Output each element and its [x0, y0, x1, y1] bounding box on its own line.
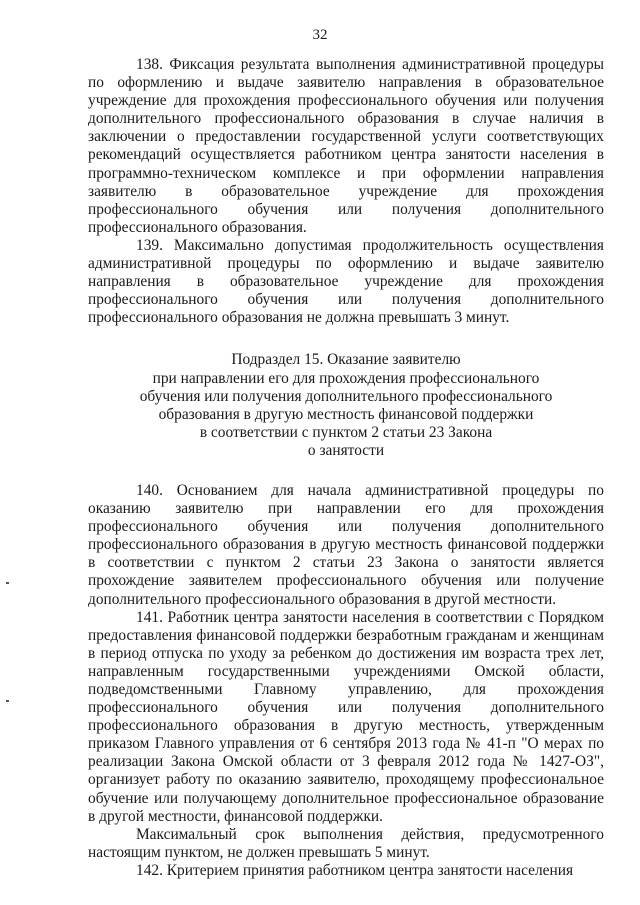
document-body	[88, 56, 604, 880]
heading-line: при направлении его для прохождения профессионального	[152, 369, 540, 387]
page-number: 32	[312, 27, 328, 43]
paragraph-142: 142. Критерием принятия работником центра занятости населения	[136, 861, 574, 879]
paragraph-141: 141. Работник центра занятости населения в соответствии с Порядком предоставления финансовой поддержки безработным гражданам и женщинам в период отпуска по уходу за ребенком до достижения им возраста трех лет, направленным государственными учреждениями Омской области, подведомственными Главному управлению, для прохождения профессионального обучения или получения дополнительного профессионального образования в другую местность, утвержденным приказом Главного управления от 6 сентября 2013 года № 41-п "О мерах по реализации Закона Омской области от 3 февраля 2012 года № 1427-ОЗ", организует работу по оказанию заявителю, проходящему профессиональное обучение или получающему дополнительное профессиональное образование в другой местности, финансовой поддержки.	[88, 608, 604, 825]
paragraph-max-term: Максимальный срок выполнения действия, предусмотренного настоящим пунктом, не должен превышать 5 минут.	[88, 825, 604, 861]
heading-line: обучения или получения дополнительного профессионального	[139, 387, 553, 405]
paragraph-138: 138. Фиксация результата выполнения административной процедуры по оформлению и выдаче заявителю направления в образовательное учреждение для прохождения профессионального обучения или получения дополнительного профессионального образования в случае наличия в заключении о предоставлении государственной услуги соответствующих рекомендаций осуществляется работником центра занятости населения в программно-техническом комплексе и при оформлении направления заявителю в образовательное учреждение для прохождения профессионального обучения или получения дополнительного профессионального образования.	[88, 56, 604, 236]
heading-line: Подраздел 15. Оказание заявителю	[231, 351, 461, 369]
margin-mark	[6, 582, 9, 584]
margin-mark	[6, 700, 9, 702]
paragraph-140: 140. Основанием для начала административной процедуры по оказанию заявителю при направлении его для прохождения профессионального обучения или получения дополнительного профессионального образования в другую местность финансовой поддержки в соответствии с пунктом 2 статьи 23 Закона о занятости является прохождение заявителем профессионального обучения или получение дополнительного профессионального образования в другой местности.	[88, 481, 604, 608]
subsection-heading	[88, 351, 604, 460]
heading-line: в соответствии с пунктом 2 статьи 23 Закона	[199, 423, 493, 441]
heading-line: о занятости	[307, 441, 385, 459]
heading-line: образования в другую местность финансовой поддержки	[158, 405, 534, 423]
paragraph-139: 139. Максимально допустимая продолжительность осуществления административной процедуры по оформлению и выдаче заявителю направления в образовательное учреждение для прохождения профессионального обучения или получения дополнительного профессионального образования не должна превышать 3 минут.	[88, 236, 604, 327]
